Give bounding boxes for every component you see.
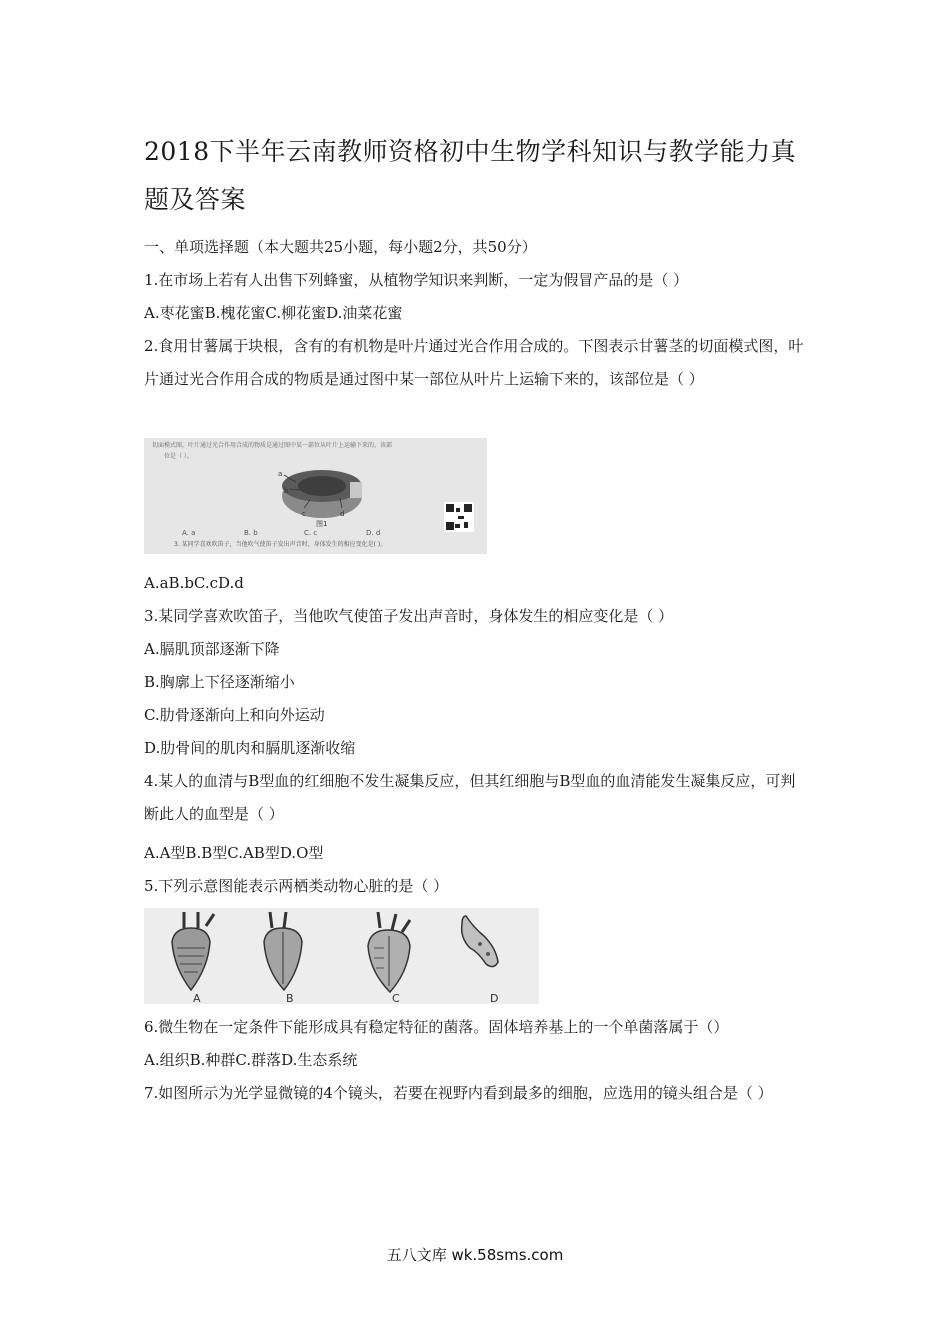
heart-label-c: C <box>392 992 400 1004</box>
heart-label-b: B <box>286 992 294 1004</box>
qr-code-icon <box>444 502 474 532</box>
question-2-options: A.aB.bC.cD.d <box>144 574 244 592</box>
section-header: 一、单项选择题（本大题共25小题，每小题2分，共50分） <box>144 238 537 256</box>
page-footer: 五八文库 wk.58sms.com <box>386 1246 564 1264</box>
page-title: 2018下半年云南教师资格初中生物学科知识与教学能力真题及答案 <box>144 137 797 214</box>
heart-label-d: D <box>490 992 499 1004</box>
stem-section-figure <box>144 438 487 554</box>
heart-label-a: A <box>193 992 201 1004</box>
question-3-option-c: C.肋骨逐渐向上和向外运动 <box>144 706 325 724</box>
question-6-stem: 6.微生物在一定条件下能形成具有稳定特征的菌落。固体培养基上的一个单菌落属于（） <box>144 1018 729 1036</box>
question-3-stem: 3.某同学喜欢吹笛子，当他吹气使笛子发出声音时，身体发生的相应变化是（ ） <box>144 607 674 625</box>
question-4-stem: 4.某人的血清与B型血的红细胞不发生凝集反应，但其红细胞与B型血的血清能发生凝集反应，可判断此人的血型是（ ） <box>144 772 796 823</box>
fig1-label-d: d <box>340 510 345 518</box>
fig1-next-question: 3. 某同学喜欢吹笛子，当他吹气使笛子发出声音时，身体发生的相应变化是( )。 <box>174 541 387 548</box>
fig1-choice-b: B. b <box>244 529 258 537</box>
question-2-stem: 2.食用甘薯属于块根，含有的有机物是叶片通过光合作用合成的。下图表示甘薯茎的切面模式图，叶片通过光合作用合成的物质是通过图中某一部位从叶片上运输下来的，该部位是（ ） <box>144 337 804 388</box>
question-6-options: A.组织B.种群C.群落D.生态系统 <box>144 1051 358 1069</box>
fig1-choice-a: A. a <box>182 529 196 537</box>
question-5-stem: 5.下列示意图能表示两栖类动物心脏的是（ ） <box>144 877 449 895</box>
fig1-label-c: c <box>302 510 306 518</box>
fig1-caption: 图1 <box>316 520 328 528</box>
fig1-label-b: b <box>284 487 289 495</box>
heart-diagrams-figure <box>144 908 539 1004</box>
fig1-choice-d: D. d <box>366 529 381 537</box>
question-7-stem: 7.如图所示为光学显微镜的4个镜头，若要在视野内看到最多的细胞，应选用的镜头组合是（ ） <box>144 1084 773 1102</box>
question-3-option-b: B.胸廓上下径逐渐缩小 <box>144 673 295 691</box>
fig1-label-a: a <box>278 470 283 478</box>
question-1-stem: 1.在市场上若有人出售下列蜂蜜，从植物学知识来判断，一定为假冒产品的是（ ） <box>144 271 689 289</box>
fig1-text-line2: 位是（ ）。 <box>164 453 193 460</box>
fig1-choice-c: C. c <box>304 529 318 537</box>
fig1-text-line1: 切面模式图，叶片通过光合作用合成的物质是通过图中某一部位从叶片上运输下来的，该部 <box>152 442 393 449</box>
question-1-options: A.枣花蜜B.槐花蜜C.柳花蜜D.油菜花蜜 <box>144 304 403 322</box>
question-3-option-d: D.肋骨间的肌肉和膈肌逐渐收缩 <box>144 739 356 757</box>
question-4-options: A.A型B.B型C.AB型D.O型 <box>144 844 324 862</box>
question-3-option-a: A.膈肌顶部逐渐下降 <box>144 640 280 658</box>
